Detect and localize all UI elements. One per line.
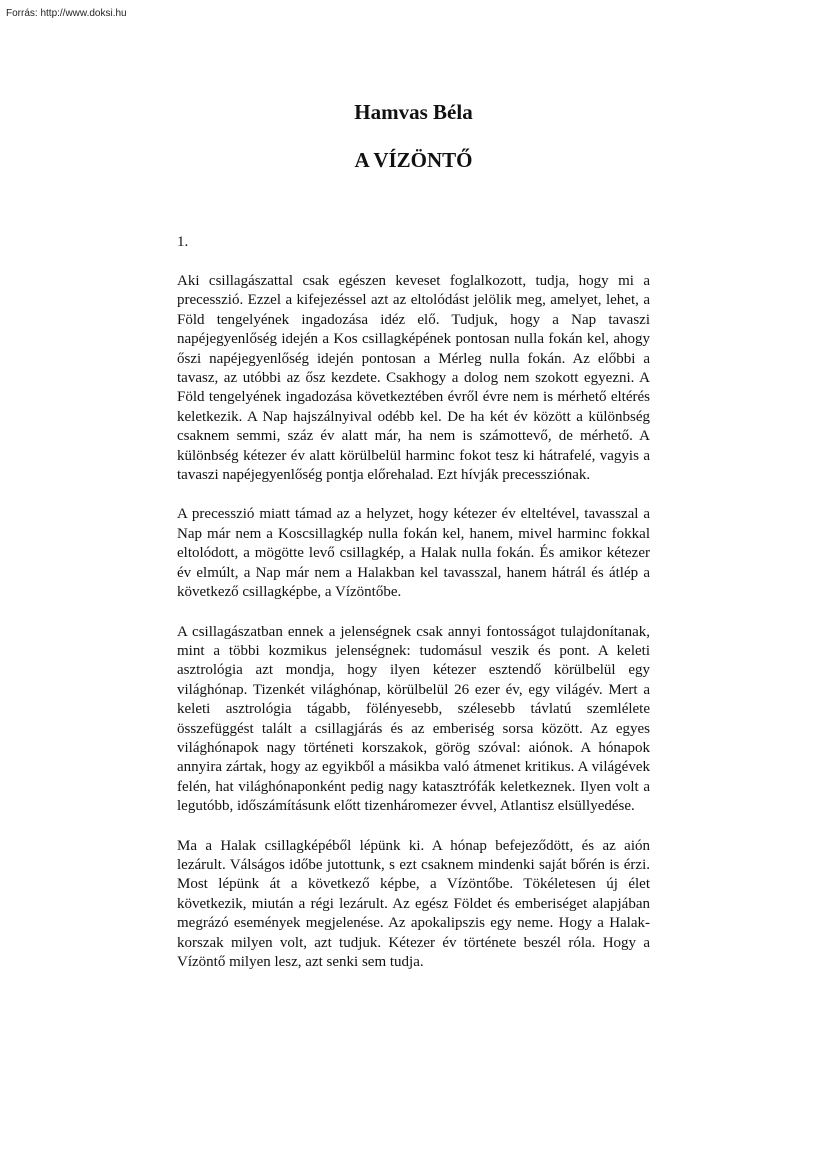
paragraph: A precesszió miatt támad az a helyzet, hogy kétezer év elteltével, tavasszal a Nap már nem a Koscsillagkép nulla fokán kel, hanem, mivel harminc fokkal eltolódott, a mögötte levő csillagkép, a Halak nulla fokán. És amikor kétezer év elmúlt, a Nap már nem a Halakban kel tavasszal, hanem hátrál és átlép a következő csillagképbe, a Vízöntőbe. (177, 506, 650, 601)
paragraph: Aki csillagászattal csak egészen keveset foglalkozott, tudja, hogy mi a precesszió. Ezzel a kifejezéssel azt az eltolódást jelölik meg, amelyet, lehet, a Föld tengelyének ingadozása idéz elő. Tudjuk, hogy a Nap tavaszi napéjegyenlőség idején a Kos csillagképének pontosan nulla fokán kel, ahogy őszi napéjegyenlőség idején pontosan a Mérleg nulla fokán. Az előbbi a tavasz, az utóbbi az ősz kezdete. Csakhogy a dolog nem szokott egyezni. A Föld tengelyének ingadozása következtében évről évre nem is mérhető eltérés keletkezik. A Nap hajszálnyival odébb kel. De ha két év között a különbség csaknem semmi, száz év alatt már, ha nem is számottevő, de mérhető. A különbség kétezer év alatt körülbelül harminc fokot tesz ki hátrafelé, vagyis a tavaszi napéjegyenlőség pontja előrehalad. Ezt hívják precessziónak. (177, 273, 650, 484)
author-name: Hamvas Béla (354, 100, 473, 124)
paragraph: Ma a Halak csillagképéből lépünk ki. A hónap befejeződött, és az aión lezárult. Válságos időbe jutottunk, s ezt csaknem mindenki saját bőrén is érzi. Most lépünk át a következő képbe, a Vízöntőbe. Tökéletesen új élet következik, miután a régi lezárult. Az egész Földet és emberiséget alapjában megrázó események megjelenése. Az apokalipszis egy neme. Hogy a Halak-korszak milyen volt, azt tudjuk. Kétezer év története beszél róla. Hogy a Vízöntő milyen lesz, azt senki sem tudja. (177, 837, 650, 970)
section-number: 1. (177, 234, 189, 250)
paragraph: A csillagászatban ennek a jelenségnek csak annyi fontosságot tulajdonítanak, mint a többi kozmikus jelenségnek: tudomásul veszik és pont. A keleti asztrológia azt mondja, hogy ilyen kétezer esztendő körülbelül egy világhónap. Tizenkét világhónap, körülbelül 26 ezer év, egy világév. Mert a keleti asztrológia tágabb, fölényesebb, szélesebb távlatú szemlélete összefüggést talált a csillagjárás és az emberiség sorsa között. Az egyes világhónapok nagy történeti korszakok, görög szóval: aiónok. A hónapok annyira zártak, hogy az egyikből a másikba való átmenet kritikus. A világévek felén, hat világhónaponként pedig nagy katasztrófák keletkeznek. Ilyen volt a legutóbb, időszámításunk előtt tizenháromezer évvel, Atlantisz elsüllyedése. (177, 623, 650, 815)
source-note: Forrás: http://www.doksi.hu (6, 8, 127, 19)
document-body (177, 232, 650, 992)
document-title: A VÍZÖNTŐ (354, 148, 473, 172)
